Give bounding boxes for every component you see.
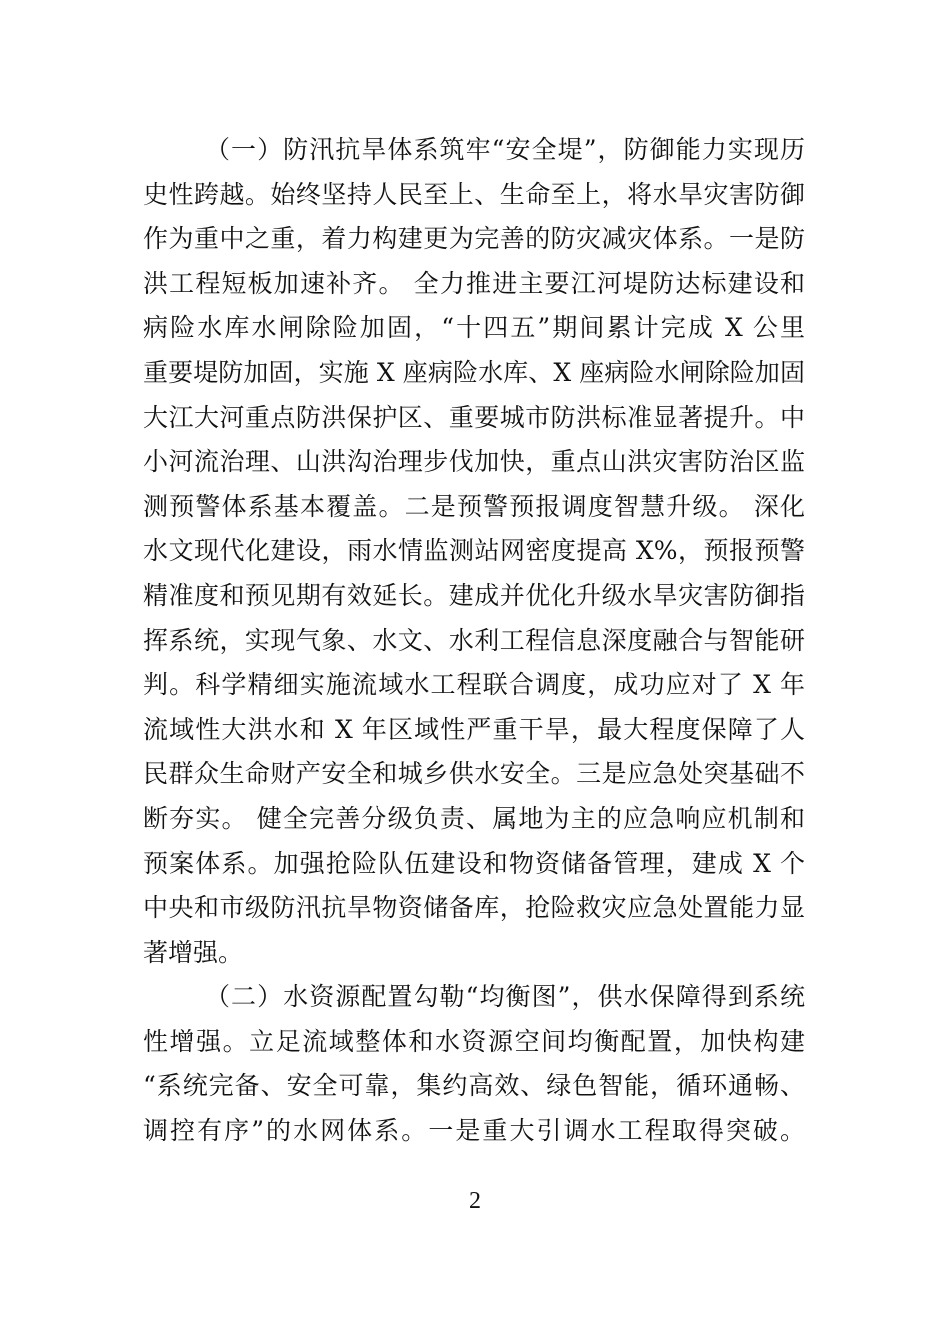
text-line: 大江大河重点防洪保护区、重要城市防洪标准显著提升。中: [143, 402, 805, 432]
text-line: 调控有序”的水网体系。一是重大引调水工程取得突破。: [143, 1116, 805, 1146]
text-line: 挥系统，实现气象、水文、水利工程信息深度融合与智能研: [143, 625, 805, 655]
text-line: 中央和市级防汛抗旱物资储备库，抢险救灾应急处置能力显: [143, 893, 805, 923]
page-number: 2: [469, 1188, 481, 1214]
text-line: 作为重中之重，着力构建更为完善的防灾减灾体系。一是防: [143, 224, 805, 254]
text-line: 民群众生命财产安全和城乡供水安全。三是应急处突基础不: [143, 759, 805, 789]
text-line: （一）防汛抗旱体系筑牢“安全堤”，防御能力实现历: [205, 135, 805, 164]
text-line: 洪工程短板加速补齐。 全力推进主要江河堤防达标建设和: [143, 268, 805, 298]
text-line: 著增强。: [143, 937, 244, 967]
text-line: 史性跨越。始终坚持人民至上、生命至上，将水旱灾害防御: [143, 179, 805, 209]
text-line: （二）水资源配置勾勒“均衡图”，供水保障得到系统: [205, 982, 805, 1012]
text-line: 水文现代化建设，雨水情监测站网密度提高 X%，预报预警: [143, 536, 805, 566]
text-line: 小河流治理、山洪沟治理步伐加快，重点山洪灾害防治区监: [143, 447, 805, 477]
text-line: 性增强。立足流域整体和水资源空间均衡配置，加快构建: [143, 1026, 805, 1056]
text-line: 流域性大洪水和 X 年区域性严重干旱，最大程度保障了人: [143, 714, 805, 744]
text-line: “系统完备、安全可靠，集约高效、绿色智能，循环通畅、: [143, 1071, 805, 1101]
text-line: 断夯实。 健全完善分级负责、属地为主的应急响应机制和: [143, 803, 805, 833]
text-line: 预案体系。加强抢险队伍建设和物资储备管理，建成 X 个: [143, 848, 805, 878]
text-line: 判。科学精细实施流域水工程联合调度，成功应对了 X 年: [143, 670, 805, 700]
text-line: 病险水库水闸除险加固，“十四五”期间累计完成 X 公里: [143, 313, 805, 343]
text-line: 测预警体系基本覆盖。二是预警预报调度智慧升级。 深化: [143, 491, 805, 521]
text-line: 精准度和预见期有效延长。建成并优化升级水旱灾害防御指: [143, 580, 805, 610]
document-body: [143, 128, 805, 1154]
text-line: 重要堤防加固，实施 X 座病险水库、X 座病险水闸除险加固: [143, 357, 805, 387]
